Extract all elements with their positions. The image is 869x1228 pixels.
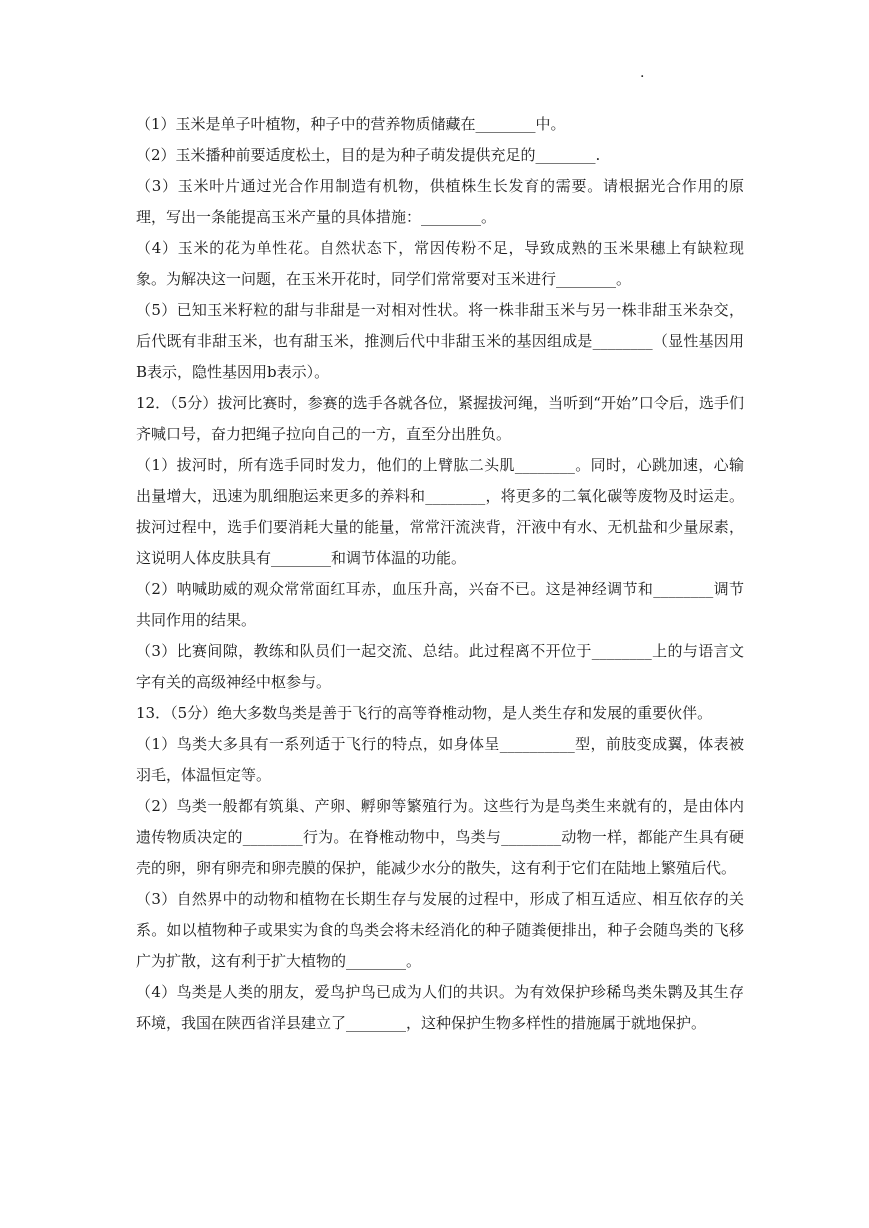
header-dot: .: [640, 65, 645, 81]
q11-part1: （1）玉米是单子叶植物，种子中的营养物质储藏在________中。: [136, 115, 566, 133]
q13-part2: （2）鸟类一般都有筑巢、产卵、孵卵等繁殖行为。这些行为是鸟类生来就有的，是由体内遗传物质决定的________行为。在脊椎动物中，鸟类与________动物一样，都能产生具有硬壳的卵，卵有卵壳和卵壳膜的保护，能减少水分的散失，这有利于它们在陆地上繁殖后代。: [136, 797, 744, 877]
q13-stem: 13．（5分）绝大多数鸟类是善于飞行的高等脊椎动物，是人类生存和发展的重要伙伴。: [136, 704, 713, 722]
q13-part1: （1）鸟类大多具有一系列适于飞行的特点，如身体呈__________型，前肢变成翼，体表被羽毛，体温恒定等。: [136, 735, 744, 784]
q12-part3: （3）比赛间隙，教练和队员们一起交流、总结。此过程离不开位于________上的与语言文字有关的高级神经中枢参与。: [136, 642, 744, 691]
q11-part5: （5）已知玉米籽粒的甜与非甜是一对相对性状。将一株非甜玉米与另一株非甜玉米杂交，后代既有非甜玉米，也有甜玉米，推测后代中非甜玉米的基因组成是________（显性基因用B表示，隐性基因用b表示）。: [136, 301, 744, 381]
q11-part2: （2）玉米播种前要适度松土，目的是为种子萌发提供充足的________.: [136, 146, 601, 164]
q11-part3: （3）玉米叶片通过光合作用制造有机物，供植株生长发育的需要。请根据光合作用的原理，写出一条能提高玉米产量的具体措施：________。: [136, 177, 744, 226]
q12-part2: （2）呐喊助威的观众常常面红耳赤，血压升高，兴奋不已。这是神经调节和________调节共同作用的结果。: [136, 580, 744, 629]
q13-part4: （4）鸟类是人类的朋友，爱鸟护鸟已成为人们的共识。为有效保护珍稀鸟类朱鹮及其生存环境，我国在陕西省洋县建立了________，这种保护生物多样性的措施属于就地保护。: [136, 983, 744, 1032]
q12-stem: 12．（5分）拔河比赛时，参赛的选手各就各位，紧握拔河绳，当听到“开始”口令后，选手们齐喊口号，奋力把绳子拉向自己的一方，直至分出胜负。: [136, 394, 744, 443]
q11-part4: （4）玉米的花为单性花。自然状态下，常因传粉不足，导致成熟的玉米果穗上有缺粒现象。为解决这一问题，在玉米开花时，同学们常常要对玉米进行________。: [136, 239, 744, 288]
q12-part1: （1）拔河时，所有选手同时发力，他们的上臂肱二头肌________。同时，心跳加速，心输出量增大，迅速为肌细胞运来更多的养料和________，将更多的二氧化碳等废物及时运走。拔河过程中，选手们要消耗大量的能量，常常汗流浃背，汗液中有水、无机盐和少量尿素，这说明人体皮肤具有________和调节体温的功能。: [136, 456, 744, 567]
q13-part3: （3）自然界中的动物和植物在长期生存与发展的过程中，形成了相互适应、相互依存的关系。如以植物种子或果实为食的鸟类会将未经消化的种子随粪便排出，种子会随鸟类的飞移广为扩散，这有利于扩大植物的________。: [136, 890, 744, 970]
question-body: [136, 109, 744, 1039]
